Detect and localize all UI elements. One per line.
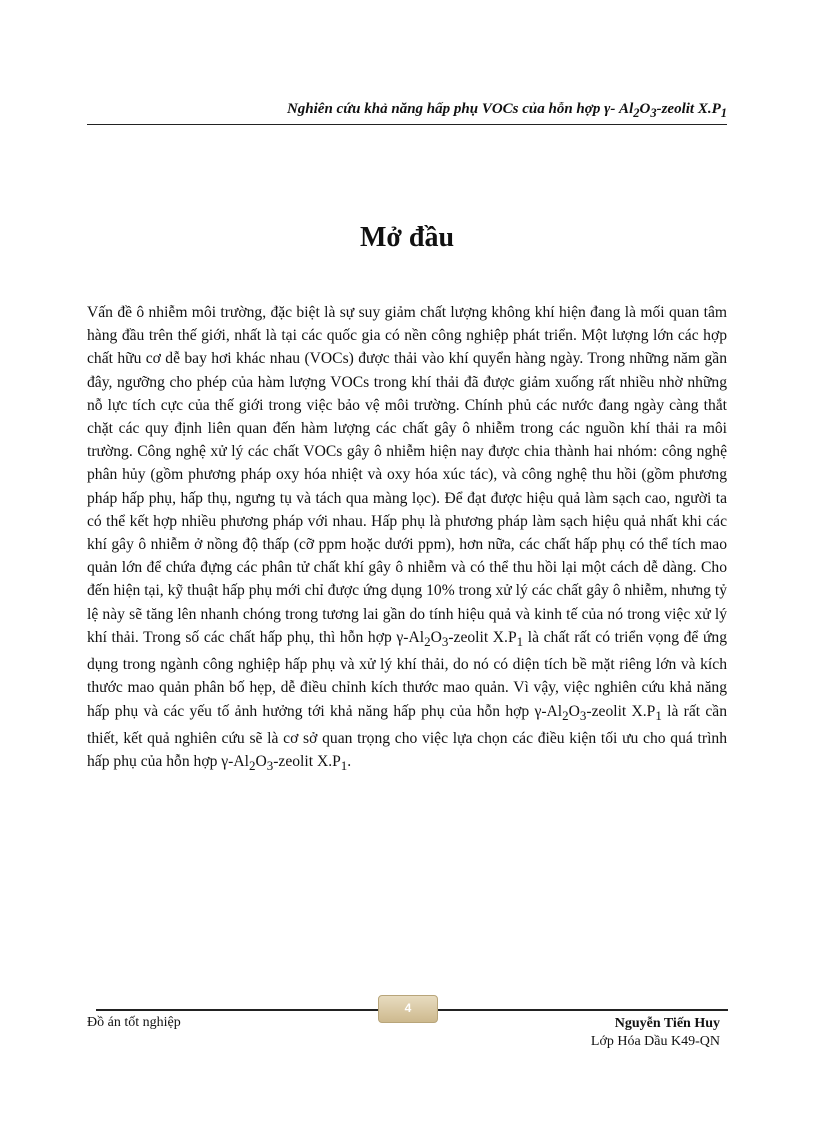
page-number-badge: 4 [378, 995, 438, 1023]
footer-author-block [480, 1015, 720, 1051]
body-paragraph: Vấn đề ô nhiễm môi trường, đặc biệt là sự suy giảm chất lượng không khí hiện đang là mối quan tâm hàng đầu trên thế giới, nhất là tại các quốc gia có nền công nghiệp phát triển. Một lượng lớn các hợp chất hữu cơ dễ bay hơi khác nhau (VOCs) được thải vào khí quyển hàng ngày. Trong những năm gần đây, ngưỡng cho phép của hàm lượng VOCs trong khí thải đã được giảm xuống rất nhiều nhờ những nỗ lực tích cực của thế giới trong việc bảo vệ môi trường. Chính phủ các nước đang ngày càng thắt chặt các quy định liên quan đến hàm lượng các chất gây ô nhiễm trong các nguồn khí thải ra môi trường. Công nghệ xử lý các chất VOCs gây ô nhiễm hiện nay được chia thành hai nhóm: công nghệ phân hủy (gồm phương pháp oxy hóa nhiệt và oxy hóa xúc tác), và công nghệ thu hồi (gồm phương pháp hấp phụ, hấp thụ, ngưng tụ và tách qua màng lọc). Để đạt được hiệu quả làm sạch cao, người ta có thể kết hợp nhiều phương pháp với nhau. Hấp phụ là phương pháp làm sạch hiệu quả nhất khi các khí gây ô nhiễm ở nồng độ thấp (cỡ ppm hoặc dưới ppm), hơn nữa, các chất hấp phụ có thể tích mao quản lớn để chứa đựng các phân tử chất khí gây ô nhiễm và có thể thu hồi lại một cách dễ dàng. Cho đến hiện tại, kỹ thuật hấp phụ mới chỉ được ứng dụng 10% trong xử lý các chất gây ô nhiễm, nhưng tỷ lệ này sẽ tăng lên nhanh chóng trong tương lai gần do tính hiệu quả và kinh tế của nó trong việc xử lý khí thải. Trong số các chất hấp phụ, thì hỗn hợp $\gamma-Al_2O_3$-zeolit $X.P_1$ là chất rất có triển vọng để ứng dụng trong ngành công nghiệp hấp phụ và xử lý khí thải, do nó có diện tích bề mặt riêng lớn và kích thước mao quản phân bố hẹp, dễ điều chỉnh kích thước mao quản. Vì vậy, việc nghiên cứu khả năng hấp phụ và các yếu tố ảnh hưởng tới khả năng hấp phụ của hỗn hợp $\gamma-Al_2O_3$-zeolit $X.P_1$ là rất cần thiết, kết quả nghiên cứu sẽ là cơ sở quan trọng cho việc lựa chọn các điều kiện tối ưu cho quá trình hấp phụ của hỗn hợp $\gamma-Al_2O_3$-zeolit $X.P_1$. [87, 304, 727, 774]
running-header: Nghiên cứu khả năng hấp phụ VOCs của hỗn hợp γ- $Al_2O_3$-zeolit $X.P_1$ [286, 101, 727, 120]
footer-document-type: Đồ án tốt nghiệp [87, 1015, 181, 1030]
header-rule [87, 124, 727, 125]
page-title: Mở đầu [359, 222, 455, 253]
footer-class: Lớp Hóa Dầu K49-QN [590, 1034, 720, 1049]
footer-author: Nguyễn Tiến Huy [614, 1016, 720, 1031]
